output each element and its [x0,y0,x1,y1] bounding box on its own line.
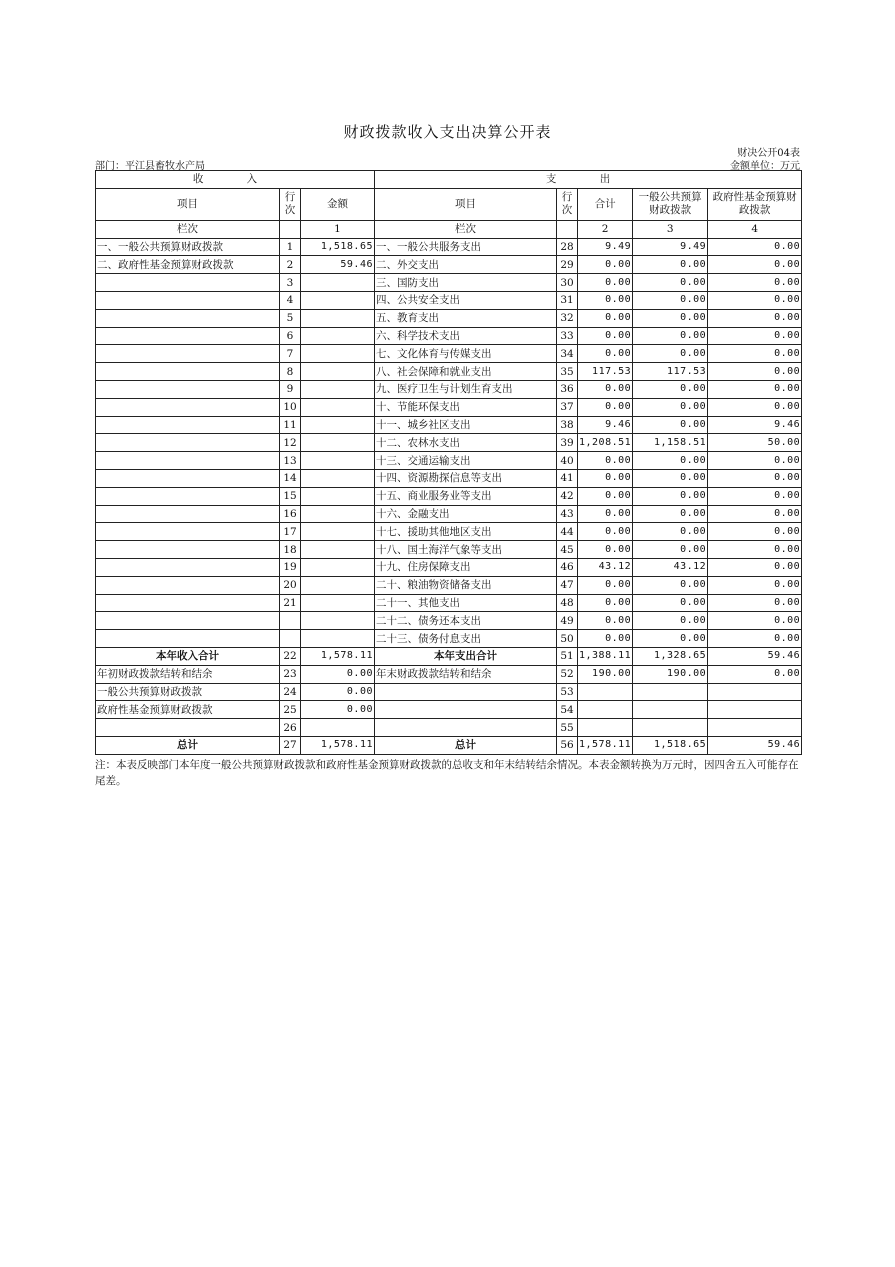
table-row-ex-fund: 0.00 [708,558,802,576]
tail-row-ex-no: 53 [557,683,578,701]
table-row-ex-total: 0.00 [578,541,633,559]
tail-row [96,719,802,737]
table-row-ex-gen: 0.00 [633,594,708,612]
tail-row-ex-fund [708,719,802,737]
table-row-ex-total: 0.00 [578,398,633,416]
grand-total-row-in-no: 27 [280,736,301,754]
table-row-ex-gen: 0.00 [633,452,708,470]
table-row-ex-item: 二十一、其他支出 [375,594,557,612]
table-row-ex-total: 0.00 [578,274,633,292]
table-row-in-item [96,630,280,648]
table-row [96,363,802,381]
table-row-in-amt [301,612,375,630]
table-row-in-amt [301,309,375,327]
table-row-ex-total: 43.12 [578,558,633,576]
tail-row [96,701,802,719]
tail-row-in-no: 23 [280,665,301,683]
grand-total-row-ex-no: 56 [557,736,578,754]
table-row-ex-fund: 0.00 [708,612,802,630]
table-row-in-amt [301,576,375,594]
table-row-ex-total: 0.00 [578,612,633,630]
table-row-in-no: 5 [280,309,301,327]
table-row-ex-total: 0.00 [578,291,633,309]
table-row-ex-no: 41 [557,469,578,487]
table-row [96,238,802,256]
table-row-ex-total: 0.00 [578,309,633,327]
table-row-ex-no: 30 [557,274,578,292]
table-row-in-item [96,274,280,292]
expense-item-header: 项目 [375,188,557,220]
table-row-in-item [96,452,280,470]
table-row-ex-gen: 0.00 [633,327,708,345]
table-row [96,612,802,630]
expense-section-header: 支 出 [375,171,802,189]
table-row-ex-no: 32 [557,309,578,327]
table-row-ex-no: 49 [557,612,578,630]
table-row-ex-fund: 0.00 [708,256,802,274]
table-row-ex-gen: 0.00 [633,541,708,559]
subtotal-row-ex-item: 本年支出合计 [375,647,557,665]
table-row-in-no: 1 [280,238,301,256]
income-item-header: 项目 [96,188,280,220]
table-row-ex-fund: 0.00 [708,345,802,363]
table-row-ex-item: 十七、援助其他地区支出 [375,523,557,541]
table-row [96,576,802,594]
table-row-in-no: 14 [280,469,301,487]
table-row-in-item: 一、一般公共预算财政拨款 [96,238,280,256]
table-row-ex-gen: 43.12 [633,558,708,576]
table-row [96,434,802,452]
table-row-ex-fund: 0.00 [708,505,802,523]
table-row [96,523,802,541]
table-row-ex-fund: 0.00 [708,309,802,327]
department-label: 部门：平江县畜牧水产局 [95,161,205,172]
col-index-2: 2 [578,220,633,238]
table-row-ex-no: 36 [557,380,578,398]
table-row-ex-fund: 50.00 [708,434,802,452]
tail-row-ex-total [578,719,633,737]
table-row-ex-gen: 0.00 [633,505,708,523]
table-row-in-item [96,327,280,345]
table-row-ex-item: 二、外交支出 [375,256,557,274]
table-row-ex-item: 二十、粮油物资储备支出 [375,576,557,594]
table-row-in-no: 7 [280,345,301,363]
table-row-ex-item: 十六、金融支出 [375,505,557,523]
table-row-in-item [96,398,280,416]
table-row-ex-fund: 0.00 [708,594,802,612]
table-row-in-item [96,416,280,434]
tail-row-in-amt: 0.00 [301,665,375,683]
tail-row-ex-item [375,701,557,719]
table-row-in-item [96,363,280,381]
table-row-in-amt [301,630,375,648]
table-row-ex-total: 0.00 [578,630,633,648]
tail-row-ex-item [375,719,557,737]
table-row [96,541,802,559]
table-row-in-no: 8 [280,363,301,381]
grand-total-row-ex-item: 总计 [375,736,557,754]
table-row-in-item [96,576,280,594]
table-row-in-item [96,469,280,487]
table-row-ex-item: 八、社会保障和就业支出 [375,363,557,381]
table-row-ex-gen: 0.00 [633,612,708,630]
table-row-in-item [96,291,280,309]
table-row-ex-fund: 0.00 [708,363,802,381]
table-row-ex-no: 47 [557,576,578,594]
tail-row-ex-item [375,683,557,701]
table-row-in-no: 12 [280,434,301,452]
table-row-in-item [96,434,280,452]
table-row-in-no: 10 [280,398,301,416]
subtotal-row-in-no: 22 [280,647,301,665]
table-row-ex-fund: 0.00 [708,630,802,648]
general-budget-header: 一般公共预算财政拨款 [633,188,708,220]
table-row-ex-fund: 9.46 [708,416,802,434]
col-index-1: 1 [301,220,375,238]
table-row-ex-gen: 0.00 [633,380,708,398]
tail-row-ex-item: 年末财政拨款结转和结余 [375,665,557,683]
page-title: 财政拨款收入支出决算公开表 [343,123,552,141]
table-row-ex-item: 二十三、债务付息支出 [375,630,557,648]
table-row-ex-no: 50 [557,630,578,648]
table-row-ex-fund: 0.00 [708,398,802,416]
tail-row-ex-total [578,701,633,719]
table-row-in-amt [301,363,375,381]
table-row-in-amt [301,274,375,292]
table-row-ex-fund: 0.00 [708,487,802,505]
table-row-in-no: 15 [280,487,301,505]
gov-fund-header: 政府性基金预算财政拨款 [708,188,802,220]
tail-row-in-item: 政府性基金预算财政拨款 [96,701,280,719]
table-row-ex-gen: 0.00 [633,469,708,487]
table-row-in-item [96,541,280,559]
table-row-in-no: 18 [280,541,301,559]
table-row-ex-item: 二十二、债务还本支出 [375,612,557,630]
tail-row [96,665,802,683]
table-row-in-no [280,630,301,648]
table-row-in-item [96,309,280,327]
table-row-ex-no: 44 [557,523,578,541]
table-row-in-item [96,612,280,630]
table-row-ex-no: 43 [557,505,578,523]
footnote: 注：本表反映部门本年度一般公共预算财政拨款和政府性基金预算财政拨款的总收支和年末结转结余情况。本表金额转换为万元时，因四舍五入可能存在尾差。 [95,759,799,787]
grand-total-row-in-item: 总计 [96,736,280,754]
table-row [96,505,802,523]
table-row-ex-gen: 1,158.51 [633,434,708,452]
table-row-ex-fund: 0.00 [708,576,802,594]
table-row-in-amt [301,523,375,541]
table-row-ex-gen: 0.00 [633,416,708,434]
empty-cell [280,220,301,238]
table-row-in-amt [301,291,375,309]
table-row-ex-fund: 0.00 [708,291,802,309]
tail-row-ex-gen [633,701,708,719]
grand-total-row-in-amt: 1,578.11 [301,736,375,754]
subtotal-row-in-item: 本年收入合计 [96,647,280,665]
table-row [96,487,802,505]
table-row [96,469,802,487]
tail-row-in-no: 26 [280,719,301,737]
table-row-in-no: 4 [280,291,301,309]
table-row-ex-fund: 0.00 [708,274,802,292]
table-row-ex-fund: 0.00 [708,327,802,345]
table-row-in-no: 2 [280,256,301,274]
table-row-ex-fund: 0.00 [708,469,802,487]
table-row-ex-item: 十一、城乡社区支出 [375,416,557,434]
table-row-ex-fund: 0.00 [708,380,802,398]
tail-row-ex-total: 190.00 [578,665,633,683]
table-row-ex-item: 十、节能环保支出 [375,398,557,416]
table-row-ex-total: 0.00 [578,256,633,274]
table-row-ex-no: 48 [557,594,578,612]
table-row-ex-gen: 9.49 [633,238,708,256]
empty-cell [557,220,578,238]
table-row-in-amt [301,594,375,612]
table-row-in-no: 3 [280,274,301,292]
table-row-ex-item: 七、文化体育与传媒支出 [375,345,557,363]
unit-label: 金额单位：万元 [730,161,800,172]
grand-total-row [96,736,802,754]
subtotal-row-ex-gen: 1,328.65 [633,647,708,665]
fiscal-appropriation-table [95,170,802,755]
tail-row-in-amt: 0.00 [301,683,375,701]
grand-total-row-ex-total: 1,578.11 [578,736,633,754]
table-row-in-amt [301,487,375,505]
tail-row-in-no: 25 [280,701,301,719]
table-row-ex-gen: 0.00 [633,630,708,648]
table-row-ex-item: 五、教育支出 [375,309,557,327]
table-row-ex-total: 117.53 [578,363,633,381]
table-row-in-item [96,487,280,505]
table-row-ex-item: 十九、住房保障支出 [375,558,557,576]
table-row-in-item [96,505,280,523]
table-row-ex-gen: 0.00 [633,256,708,274]
table-row [96,256,802,274]
table-row-in-amt [301,541,375,559]
table-row-ex-total: 0.00 [578,345,633,363]
table-row-in-no: 9 [280,380,301,398]
table-row-ex-item: 十二、农林水支出 [375,434,557,452]
expense-total-header: 合计 [578,188,633,220]
table-row-ex-total: 0.00 [578,576,633,594]
table-row-ex-gen: 0.00 [633,309,708,327]
table-row [96,558,802,576]
tail-row-ex-total [578,683,633,701]
table-row-ex-total: 0.00 [578,380,633,398]
tail-row-in-item: 年初财政拨款结转和结余 [96,665,280,683]
table-row-ex-no: 33 [557,327,578,345]
table-row-in-amt [301,452,375,470]
table-row-ex-item: 三、国防支出 [375,274,557,292]
grand-total-row-ex-gen: 1,518.65 [633,736,708,754]
col-label-cell: 栏次 [375,220,557,238]
col-label-cell: 栏次 [96,220,280,238]
subtotal-row-in-amt: 1,578.11 [301,647,375,665]
tail-row-ex-gen [633,719,708,737]
table-row-ex-gen: 0.00 [633,523,708,541]
income-line-no-header: 行次 [280,188,301,220]
table-row-ex-gen: 0.00 [633,398,708,416]
table-row-ex-no: 38 [557,416,578,434]
table-row-in-amt [301,469,375,487]
table-row-ex-no: 45 [557,541,578,559]
table-row-ex-fund: 0.00 [708,452,802,470]
table-row-ex-no: 29 [557,256,578,274]
table-row-ex-item: 六、科学技术支出 [375,327,557,345]
table-row-ex-item: 一、一般公共服务支出 [375,238,557,256]
table-row-in-item [96,558,280,576]
tail-row-in-amt: 0.00 [301,701,375,719]
table-row-ex-gen: 0.00 [633,345,708,363]
grand-total-row-ex-fund: 59.46 [708,736,802,754]
table-row-ex-total: 0.00 [578,327,633,345]
table-row [96,309,802,327]
table-row-ex-item: 九、医疗卫生与计划生育支出 [375,380,557,398]
col-index-4: 4 [708,220,802,238]
table-row-ex-no: 39 [557,434,578,452]
table-row-in-amt: 59.46 [301,256,375,274]
table-row-ex-total: 0.00 [578,452,633,470]
table-row-ex-total: 0.00 [578,487,633,505]
table-row [96,594,802,612]
tail-row-in-no: 24 [280,683,301,701]
table-row-ex-total: 1,208.51 [578,434,633,452]
tail-row-ex-gen [633,683,708,701]
table-row-ex-fund: 0.00 [708,523,802,541]
table-row-ex-total: 0.00 [578,523,633,541]
subtotal-row-ex-fund: 59.46 [708,647,802,665]
table-row-in-no: 13 [280,452,301,470]
table-row [96,274,802,292]
table-row [96,452,802,470]
table-row-in-no: 6 [280,327,301,345]
tail-row-ex-gen: 190.00 [633,665,708,683]
table-row-in-amt [301,505,375,523]
table-row-in-no: 16 [280,505,301,523]
table-row-ex-no: 28 [557,238,578,256]
table-row-ex-no: 46 [557,558,578,576]
subtotal-row [96,647,802,665]
tail-row [96,683,802,701]
table-row-ex-total: 0.00 [578,505,633,523]
table-row-in-no [280,612,301,630]
table-row-in-amt [301,345,375,363]
table-row-ex-no: 42 [557,487,578,505]
table-row-ex-gen: 0.00 [633,576,708,594]
table-row-in-amt [301,558,375,576]
table-row-in-amt [301,380,375,398]
tail-row-ex-fund [708,683,802,701]
tail-row-in-item: 一般公共预算财政拨款 [96,683,280,701]
table-row-ex-gen: 0.00 [633,291,708,309]
col-index-3: 3 [633,220,708,238]
table-row [96,398,802,416]
table-row-in-item: 二、政府性基金预算财政拨款 [96,256,280,274]
tail-row-ex-no: 52 [557,665,578,683]
table-row-ex-fund: 0.00 [708,238,802,256]
table-row-ex-total: 0.00 [578,469,633,487]
table-row [96,380,802,398]
table-row-in-item [96,523,280,541]
table-row-in-item [96,594,280,612]
table-row-ex-item: 十三、交通运输支出 [375,452,557,470]
tail-row-ex-fund: 0.00 [708,665,802,683]
income-section-header: 收 入 [96,171,375,189]
tail-row-ex-fund [708,701,802,719]
table-row-in-item [96,380,280,398]
table-row-in-no: 21 [280,594,301,612]
table-row-ex-no: 35 [557,363,578,381]
table-row-in-amt: 1,518.65 [301,238,375,256]
tail-row-in-item [96,719,280,737]
tail-row-in-amt [301,719,375,737]
table-row-in-no: 20 [280,576,301,594]
tail-row-ex-no: 55 [557,719,578,737]
table-row-in-amt [301,327,375,345]
table-row-in-no: 11 [280,416,301,434]
table-row-in-item [96,345,280,363]
income-amount-header: 金额 [301,188,375,220]
table-row-ex-item: 十四、资源勘探信息等支出 [375,469,557,487]
table-row [96,416,802,434]
table-row-in-no: 17 [280,523,301,541]
table-row-ex-no: 37 [557,398,578,416]
table-row-ex-gen: 117.53 [633,363,708,381]
table-row-ex-item: 十五、商业服务业等支出 [375,487,557,505]
table-row [96,291,802,309]
table-row-ex-gen: 0.00 [633,487,708,505]
table-row-in-amt [301,416,375,434]
table-row-ex-no: 40 [557,452,578,470]
table-row-ex-fund: 0.00 [708,541,802,559]
table-row-in-no: 19 [280,558,301,576]
subtotal-row-ex-no: 51 [557,647,578,665]
table-row-ex-item: 四、公共安全支出 [375,291,557,309]
table-row-ex-total: 0.00 [578,594,633,612]
table-row-ex-no: 31 [557,291,578,309]
table-row [96,345,802,363]
subtotal-row-ex-total: 1,388.11 [578,647,633,665]
table-row-ex-total: 9.46 [578,416,633,434]
table-row [96,630,802,648]
table-row-ex-no: 34 [557,345,578,363]
table-row-ex-item: 十八、国土海洋气象等支出 [375,541,557,559]
expense-line-no-header: 行次 [557,188,578,220]
table-row [96,327,802,345]
table-row-ex-total: 9.49 [578,238,633,256]
table-row-in-amt [301,398,375,416]
table-row-ex-gen: 0.00 [633,274,708,292]
table-row-in-amt [301,434,375,452]
tail-row-ex-no: 54 [557,701,578,719]
form-code: 财决公开04表 [737,148,800,159]
